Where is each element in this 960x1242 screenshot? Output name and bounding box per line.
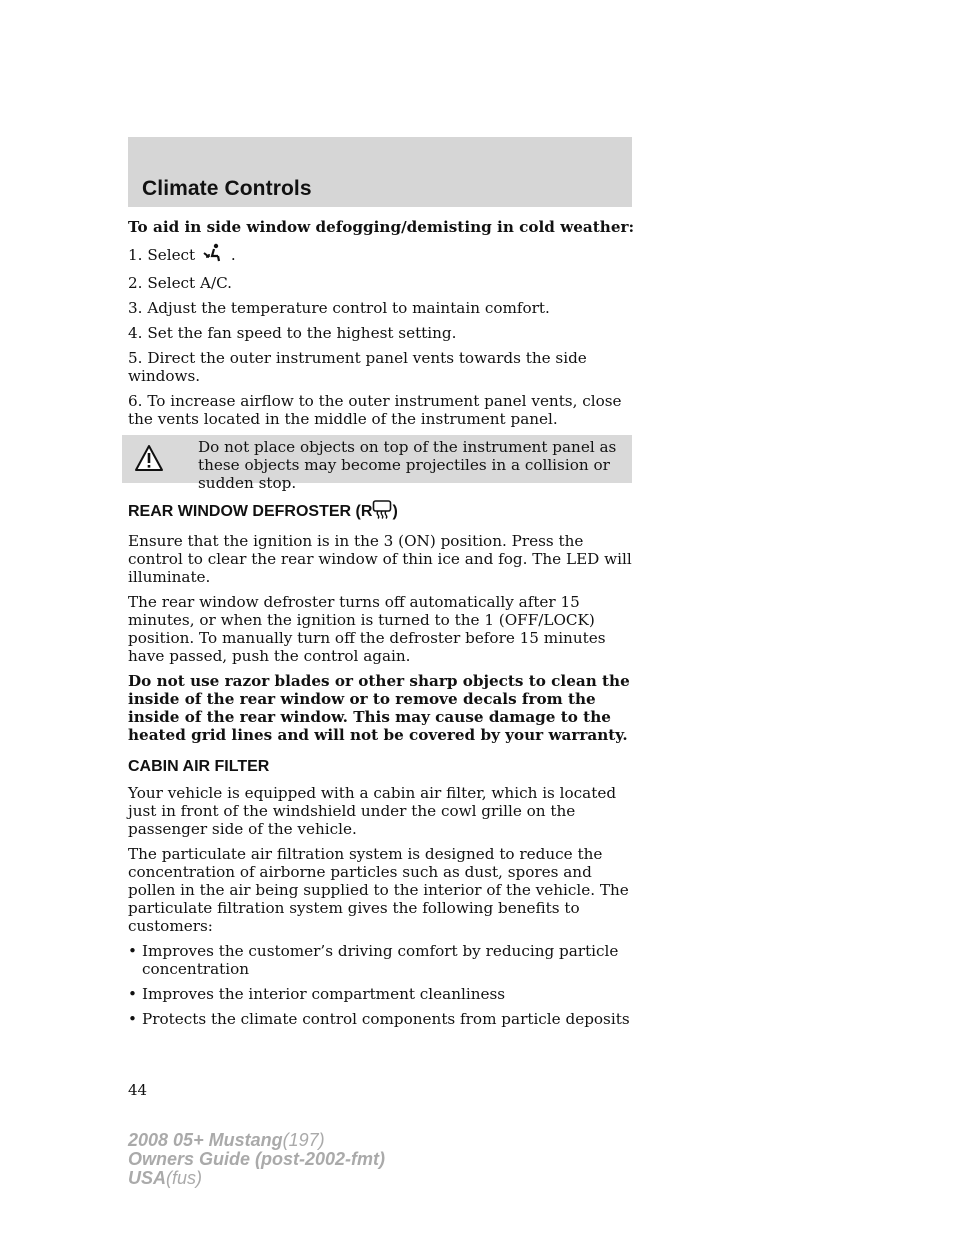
- list-item: [128, 985, 638, 1003]
- bullet-text: Improves the customer’s driving comfort by reducing particle concentration: [142, 942, 619, 978]
- step-5: 5. Direct the outer instrument panel vents towards the side windows.: [128, 349, 587, 385]
- document-footer: [128, 1131, 385, 1188]
- footer-market: USA: [128, 1168, 167, 1188]
- rear-defrost-icon: [372, 499, 392, 524]
- footer-line-2: [128, 1150, 385, 1169]
- footer-guide: Owners Guide (post-2002-fmt): [128, 1149, 386, 1169]
- floor-defrost-mode-icon: [200, 243, 226, 267]
- bullet-marker: •: [128, 942, 137, 960]
- footer-line-1: [128, 1131, 385, 1150]
- rear-defroster-caution: Do not use razor blades or other sharp objects to clean the inside of the rear window or to remove decals from the inside of the rear window. This may cause damage to the heated grid lines and will not be covered by your warranty.: [128, 672, 630, 744]
- cabin-filter-p1: Your vehicle is equipped with a cabin air filter, which is located just in front of the windshield under the cowl grille on the passenger side of the vehicle.: [128, 784, 617, 838]
- footer-model-code: (197): [282, 1130, 325, 1150]
- bullet-text: Improves the interior compartment cleanliness: [142, 985, 506, 1003]
- step-2: 2. Select A/C.: [128, 274, 232, 292]
- step-3: 3. Adjust the temperature control to maintain comfort.: [128, 299, 550, 317]
- bullet-marker: •: [128, 1010, 137, 1028]
- rear-defroster-heading-close: ): [392, 503, 398, 520]
- footer-line-3: [128, 1169, 385, 1188]
- step-1-after: .: [230, 246, 236, 264]
- rear-defroster-heading-text: REAR WINDOW DEFROSTER (R: [128, 503, 373, 520]
- step-6: 6. To increase airflow to the outer instrument panel vents, close the vents located in the middle of the instrument panel.: [128, 392, 622, 428]
- page-content: [128, 218, 638, 1035]
- footer-market-code: (fus): [166, 1168, 203, 1188]
- bullet-text: Protects the climate control components from particle deposits: [142, 1010, 630, 1028]
- cabin-filter-heading: CABIN AIR FILTER: [128, 758, 270, 775]
- warning-box: [122, 435, 632, 492]
- page-number: 44: [128, 1081, 148, 1099]
- rear-defroster-p2: The rear window defroster turns off automatically after 15 minutes, or when the ignition is turned to the 1 (OFF/LOCK) position. To manually turn off the defroster before 15 minutes have passed, push the control again.: [128, 593, 606, 665]
- step-1-before: 1. Select: [128, 246, 196, 264]
- section-title: Climate Controls: [142, 177, 312, 200]
- rear-defroster-heading: [128, 499, 638, 524]
- step-4: 4. Set the fan speed to the highest setting.: [128, 324, 457, 342]
- warning-text: Do not place objects on top of the instrument panel as these objects may become projectiles in a collision or sudden stop.: [198, 438, 617, 492]
- warning-triangle-icon: [134, 444, 164, 476]
- section-header-band: [128, 137, 632, 207]
- cabin-filter-p2: The particulate air filtration system is designed to reduce the concentration of airborne particles such as dust, spores and pollen in the air being supplied to the interior of the vehicle. The particulate filtration system gives the following benefits to customers:: [128, 845, 629, 935]
- footer-model: 2008 05+ Mustang: [128, 1130, 283, 1150]
- defog-intro: To aid in side window defogging/demisting in cold weather:: [128, 218, 635, 236]
- list-item: [128, 942, 638, 978]
- bullet-marker: •: [128, 985, 137, 1003]
- list-item: [128, 1010, 638, 1028]
- step-1: [128, 243, 638, 267]
- rear-defroster-p1: Ensure that the ignition is in the 3 (ON) position. Press the control to clear the rear window of thin ice and fog. The LED will illuminate.: [128, 532, 632, 586]
